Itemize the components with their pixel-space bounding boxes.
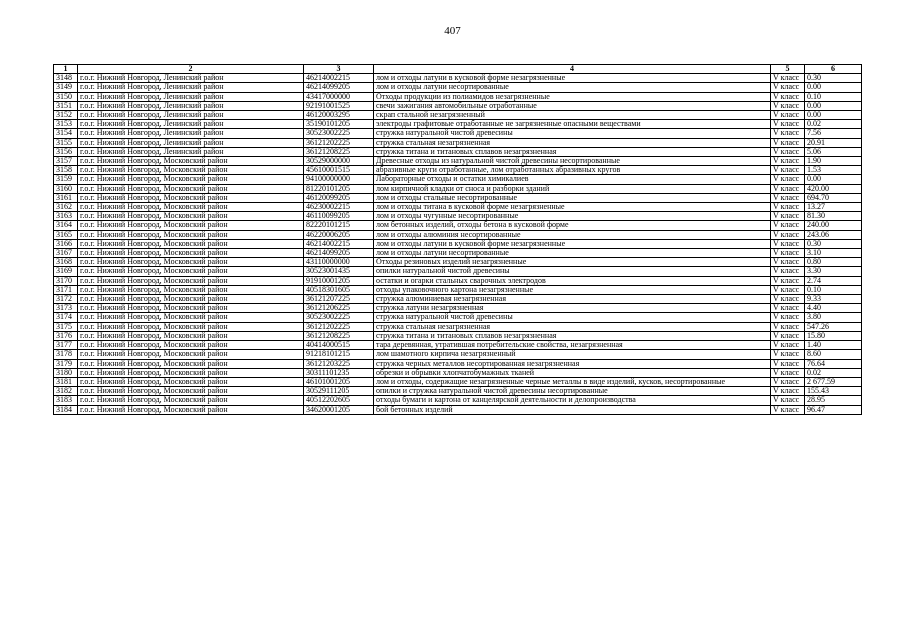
- cell-row-number: 3156: [54, 147, 78, 156]
- cell-municipality: г.о.г. Нижний Новгород, Ленинский район: [78, 92, 304, 101]
- cell-waste-code: 30523002225: [304, 129, 374, 138]
- cell-hazard-class: V класс: [771, 387, 805, 396]
- cell-amount: 96.47: [805, 405, 862, 414]
- cell-amount: 420.00: [805, 184, 862, 193]
- table-row: [54, 295, 862, 304]
- cell-waste-code: 30523001435: [304, 267, 374, 276]
- cell-row-number: 3177: [54, 341, 78, 350]
- cell-amount: 1.90: [805, 157, 862, 166]
- cell-amount: 0.00: [805, 101, 862, 110]
- cell-waste-code: 40414000515: [304, 341, 374, 350]
- col-header-6: 6: [805, 65, 862, 74]
- cell-amount: 2.74: [805, 276, 862, 285]
- page-number: 407: [444, 25, 461, 37]
- cell-row-number: 3181: [54, 377, 78, 386]
- cell-row-number: 3160: [54, 184, 78, 193]
- cell-hazard-class: V класс: [771, 239, 805, 248]
- cell-waste-code: 81220101205: [304, 184, 374, 193]
- cell-amount: 15.80: [805, 331, 862, 340]
- cell-waste-name: стружка черных металлов несортированная незагрязненная: [374, 359, 771, 368]
- cell-municipality: г.о.г. Нижний Новгород, Ленинский район: [78, 138, 304, 147]
- cell-municipality: г.о.г. Нижний Новгород, Ленинский район: [78, 120, 304, 129]
- table-body: [54, 74, 862, 415]
- cell-amount: 240.00: [805, 221, 862, 230]
- cell-row-number: 3151: [54, 101, 78, 110]
- cell-waste-name: Лабораторные отходы и остатки химикалиев: [374, 175, 771, 184]
- cell-row-number: 3155: [54, 138, 78, 147]
- cell-waste-name: опилки натуральной чистой древесины: [374, 267, 771, 276]
- cell-waste-name: лом бетонных изделий, отходы бетона в кусковой форме: [374, 221, 771, 230]
- cell-municipality: г.о.г. Нижний Новгород, Московский район: [78, 304, 304, 313]
- cell-waste-name: тара деревянная, утратившая потребительские свойства, незагрязненная: [374, 341, 771, 350]
- cell-waste-name: лом и отходы латуни в кусковой форме незагрязненные: [374, 239, 771, 248]
- table-row: [54, 92, 862, 101]
- table-row: [54, 129, 862, 138]
- table-header-row: [54, 65, 862, 74]
- cell-municipality: г.о.г. Нижний Новгород, Московский район: [78, 350, 304, 359]
- cell-amount: 2 677.59: [805, 377, 862, 386]
- table-row: [54, 193, 862, 202]
- cell-waste-name: остатки и огарки стальных сварочных электродов: [374, 276, 771, 285]
- cell-hazard-class: V класс: [771, 193, 805, 202]
- cell-hazard-class: V класс: [771, 184, 805, 193]
- cell-municipality: г.о.г. Нижний Новгород, Московский район: [78, 322, 304, 331]
- cell-waste-code: 34620001205: [304, 405, 374, 414]
- cell-municipality: г.о.г. Нижний Новгород, Московский район: [78, 368, 304, 377]
- cell-row-number: 3153: [54, 120, 78, 129]
- table-row: [54, 387, 862, 396]
- cell-waste-name: стружка алюминиевая незагрязненная: [374, 295, 771, 304]
- cell-municipality: г.о.г. Нижний Новгород, Ленинский район: [78, 147, 304, 156]
- table-row: [54, 74, 862, 83]
- cell-row-number: 3166: [54, 239, 78, 248]
- cell-row-number: 3159: [54, 175, 78, 184]
- cell-amount: 20.91: [805, 138, 862, 147]
- col-header-1: 1: [54, 65, 78, 74]
- table-row: [54, 111, 862, 120]
- cell-hazard-class: V класс: [771, 359, 805, 368]
- cell-hazard-class: V класс: [771, 285, 805, 294]
- cell-amount: 547.26: [805, 322, 862, 331]
- cell-waste-name: лом кирпичной кладки от сноса и разборки зданий: [374, 184, 771, 193]
- cell-amount: 76.64: [805, 359, 862, 368]
- cell-waste-code: 43110000000: [304, 258, 374, 267]
- col-header-4: 4: [374, 65, 771, 74]
- cell-waste-name: стружка латуни незагрязненная: [374, 304, 771, 313]
- col-header-3: 3: [304, 65, 374, 74]
- table-row: [54, 101, 862, 110]
- cell-hazard-class: V класс: [771, 313, 805, 322]
- cell-hazard-class: V класс: [771, 368, 805, 377]
- cell-waste-name: стружка стальная незагрязненная: [374, 322, 771, 331]
- waste-table: [53, 64, 862, 415]
- cell-waste-name: Отходы резиновых изделий незагрязненные: [374, 258, 771, 267]
- cell-waste-name: лом и отходы алюминия несортированные: [374, 230, 771, 239]
- cell-hazard-class: V класс: [771, 405, 805, 414]
- cell-amount: 8.60: [805, 350, 862, 359]
- cell-municipality: г.о.г. Нижний Новгород, Московский район: [78, 230, 304, 239]
- table-row: [54, 377, 862, 386]
- cell-amount: 0.00: [805, 83, 862, 92]
- table-row: [54, 249, 862, 258]
- cell-waste-name: стружка натуральной чистой древесины: [374, 129, 771, 138]
- cell-hazard-class: V класс: [771, 83, 805, 92]
- cell-amount: 243.06: [805, 230, 862, 239]
- cell-row-number: 3171: [54, 285, 78, 294]
- cell-waste-code: 91218101215: [304, 350, 374, 359]
- cell-row-number: 3164: [54, 221, 78, 230]
- cell-hazard-class: V класс: [771, 166, 805, 175]
- cell-waste-code: 91910001205: [304, 276, 374, 285]
- cell-amount: 1.40: [805, 341, 862, 350]
- cell-amount: 4.40: [805, 304, 862, 313]
- cell-municipality: г.о.г. Нижний Новгород, Московский район: [78, 387, 304, 396]
- table-row: [54, 212, 862, 221]
- cell-amount: 0.00: [805, 111, 862, 120]
- cell-amount: 3.10: [805, 249, 862, 258]
- cell-hazard-class: V класс: [771, 221, 805, 230]
- cell-amount: 0.30: [805, 239, 862, 248]
- cell-row-number: 3182: [54, 387, 78, 396]
- cell-waste-name: лом и отходы латуни несортированные: [374, 249, 771, 258]
- cell-row-number: 3149: [54, 83, 78, 92]
- cell-waste-name: опилки и стружка натуральной чистой древесины несортированные: [374, 387, 771, 396]
- table-row: [54, 276, 862, 285]
- cell-hazard-class: V класс: [771, 331, 805, 340]
- table-row: [54, 368, 862, 377]
- cell-municipality: г.о.г. Нижний Новгород, Московский район: [78, 239, 304, 248]
- cell-amount: 0.10: [805, 92, 862, 101]
- cell-waste-name: лом и отходы, содержащие незагрязненные черные металлы в виде изделий, кусков, несортированные: [374, 377, 771, 386]
- cell-waste-name: бой бетонных изделий: [374, 405, 771, 414]
- cell-waste-code: 36121208225: [304, 331, 374, 340]
- cell-waste-name: лом и отходы латуни несортированные: [374, 83, 771, 92]
- cell-row-number: 3174: [54, 313, 78, 322]
- cell-amount: 3.80: [805, 313, 862, 322]
- cell-municipality: г.о.г. Нижний Новгород, Московский район: [78, 212, 304, 221]
- cell-amount: 9.33: [805, 295, 862, 304]
- table-row: [54, 120, 862, 129]
- cell-municipality: г.о.г. Нижний Новгород, Московский район: [78, 331, 304, 340]
- cell-municipality: г.о.г. Нижний Новгород, Московский район: [78, 405, 304, 414]
- cell-row-number: 3180: [54, 368, 78, 377]
- table-row: [54, 350, 862, 359]
- cell-hazard-class: V класс: [771, 175, 805, 184]
- cell-hazard-class: V класс: [771, 212, 805, 221]
- cell-amount: 1.53: [805, 166, 862, 175]
- cell-hazard-class: V класс: [771, 295, 805, 304]
- cell-municipality: г.о.г. Нижний Новгород, Московский район: [78, 285, 304, 294]
- cell-hazard-class: V класс: [771, 203, 805, 212]
- cell-waste-code: 46214099205: [304, 249, 374, 258]
- cell-hazard-class: V класс: [771, 377, 805, 386]
- cell-waste-name: абразивные круги отработанные, лом отработанных абразивных кругов: [374, 166, 771, 175]
- table-row: [54, 239, 862, 248]
- cell-waste-name: стружка титана и титановых сплавов незагрязненная: [374, 147, 771, 156]
- cell-hazard-class: V класс: [771, 230, 805, 239]
- cell-municipality: г.о.г. Нижний Новгород, Московский район: [78, 258, 304, 267]
- table-row: [54, 359, 862, 368]
- col-header-5: 5: [771, 65, 805, 74]
- cell-hazard-class: V класс: [771, 258, 805, 267]
- cell-hazard-class: V класс: [771, 350, 805, 359]
- cell-waste-code: 46120003295: [304, 111, 374, 120]
- cell-waste-name: скрап стальной незагрязненный: [374, 111, 771, 120]
- cell-waste-code: 46214099205: [304, 83, 374, 92]
- cell-waste-code: 36121203225: [304, 359, 374, 368]
- cell-hazard-class: V класс: [771, 249, 805, 258]
- cell-row-number: 3183: [54, 396, 78, 405]
- cell-amount: 7.56: [805, 129, 862, 138]
- table-row: [54, 396, 862, 405]
- cell-waste-name: лом и отходы латуни в кусковой форме незагрязненные: [374, 74, 771, 83]
- cell-amount: 0.10: [805, 285, 862, 294]
- cell-waste-code: 30311101235: [304, 368, 374, 377]
- cell-waste-code: 35190101205: [304, 120, 374, 129]
- cell-row-number: 3162: [54, 203, 78, 212]
- cell-municipality: г.о.г. Нижний Новгород, Московский район: [78, 175, 304, 184]
- cell-municipality: г.о.г. Нижний Новгород, Московский район: [78, 377, 304, 386]
- cell-waste-code: 92191001525: [304, 101, 374, 110]
- cell-waste-code: 30523002225: [304, 313, 374, 322]
- cell-municipality: г.о.г. Нижний Новгород, Московский район: [78, 276, 304, 285]
- cell-municipality: г.о.г. Нижний Новгород, Московский район: [78, 313, 304, 322]
- cell-waste-name: стружка натуральной чистой древесины: [374, 313, 771, 322]
- cell-waste-code: 46120099205: [304, 193, 374, 202]
- cell-municipality: г.о.г. Нижний Новгород, Московский район: [78, 295, 304, 304]
- table-row: [54, 405, 862, 414]
- cell-hazard-class: V класс: [771, 157, 805, 166]
- cell-amount: 13.27: [805, 203, 862, 212]
- cell-waste-name: лом и отходы стальные несортированные: [374, 193, 771, 202]
- cell-row-number: 3168: [54, 258, 78, 267]
- table-row: [54, 147, 862, 156]
- table-row: [54, 267, 862, 276]
- cell-waste-code: 36121202225: [304, 138, 374, 147]
- cell-waste-code: 36121208225: [304, 147, 374, 156]
- cell-amount: 0.30: [805, 74, 862, 83]
- cell-waste-name: стружка титана и титановых сплавов незагрязненная: [374, 331, 771, 340]
- cell-waste-name: Древесные отходы из натуральной чистой древесины несортированные: [374, 157, 771, 166]
- cell-waste-name: лом шамотного кирпича незагрязненный: [374, 350, 771, 359]
- cell-municipality: г.о.г. Нижний Новгород, Московский район: [78, 359, 304, 368]
- cell-waste-name: электроды графитовые отработанные не загрязненные опасными веществами: [374, 120, 771, 129]
- cell-row-number: 3148: [54, 74, 78, 83]
- table-row: [54, 203, 862, 212]
- cell-amount: 155.43: [805, 387, 862, 396]
- table-row: [54, 322, 862, 331]
- cell-municipality: г.о.г. Нижний Новгород, Московский район: [78, 184, 304, 193]
- cell-amount: 5.06: [805, 147, 862, 156]
- cell-municipality: г.о.г. Нижний Новгород, Московский район: [78, 267, 304, 276]
- cell-waste-code: 94100000000: [304, 175, 374, 184]
- cell-amount: 3.30: [805, 267, 862, 276]
- cell-municipality: г.о.г. Нижний Новгород, Московский район: [78, 203, 304, 212]
- col-header-2: 2: [78, 65, 304, 74]
- table-row: [54, 230, 862, 239]
- cell-waste-code: 30529000000: [304, 157, 374, 166]
- cell-waste-code: 45610001515: [304, 166, 374, 175]
- cell-hazard-class: V класс: [771, 396, 805, 405]
- cell-row-number: 3179: [54, 359, 78, 368]
- cell-municipality: г.о.г. Нижний Новгород, Московский район: [78, 341, 304, 350]
- cell-municipality: г.о.г. Нижний Новгород, Московский район: [78, 157, 304, 166]
- cell-waste-name: свечи зажигания автомобильные отработанные: [374, 101, 771, 110]
- cell-municipality: г.о.г. Нижний Новгород, Московский район: [78, 166, 304, 175]
- cell-amount: 0.02: [805, 368, 862, 377]
- table-row: [54, 138, 862, 147]
- table-row: [54, 83, 862, 92]
- cell-waste-code: 46110099205: [304, 212, 374, 221]
- cell-waste-code: 30529111205: [304, 387, 374, 396]
- cell-waste-name: Отходы продукции из полиамидов незагрязненные: [374, 92, 771, 101]
- cell-hazard-class: V класс: [771, 111, 805, 120]
- table-row: [54, 331, 862, 340]
- cell-waste-code: 40518301605: [304, 285, 374, 294]
- table-row: [54, 166, 862, 175]
- cell-row-number: 3172: [54, 295, 78, 304]
- cell-waste-code: 46220006205: [304, 230, 374, 239]
- cell-municipality: г.о.г. Нижний Новгород, Московский район: [78, 221, 304, 230]
- cell-hazard-class: V класс: [771, 341, 805, 350]
- cell-waste-name: лом и отходы титана в кусковой форме незагрязненные: [374, 203, 771, 212]
- cell-row-number: 3170: [54, 276, 78, 285]
- table-row: [54, 157, 862, 166]
- cell-row-number: 3157: [54, 157, 78, 166]
- cell-waste-name: лом и отходы чугунные несортированные: [374, 212, 771, 221]
- cell-waste-code: 36121206225: [304, 304, 374, 313]
- cell-row-number: 3161: [54, 193, 78, 202]
- cell-hazard-class: V класс: [771, 74, 805, 83]
- table-row: [54, 184, 862, 193]
- cell-row-number: 3173: [54, 304, 78, 313]
- cell-hazard-class: V класс: [771, 147, 805, 156]
- cell-waste-code: 36121202225: [304, 322, 374, 331]
- cell-waste-code: 46101001205: [304, 377, 374, 386]
- cell-hazard-class: V класс: [771, 92, 805, 101]
- cell-row-number: 3169: [54, 267, 78, 276]
- cell-hazard-class: V класс: [771, 120, 805, 129]
- cell-amount: 0.02: [805, 120, 862, 129]
- cell-hazard-class: V класс: [771, 322, 805, 331]
- cell-row-number: 3165: [54, 230, 78, 239]
- table-row: [54, 258, 862, 267]
- cell-row-number: 3184: [54, 405, 78, 414]
- cell-row-number: 3154: [54, 129, 78, 138]
- cell-waste-name: стружка стальная незагрязненная: [374, 138, 771, 147]
- cell-amount: 694.70: [805, 193, 862, 202]
- cell-waste-name: обрезки и обрывки хлопчатобумажных тканей: [374, 368, 771, 377]
- cell-municipality: г.о.г. Нижний Новгород, Московский район: [78, 193, 304, 202]
- cell-municipality: г.о.г. Нижний Новгород, Ленинский район: [78, 74, 304, 83]
- cell-municipality: г.о.г. Нижний Новгород, Ленинский район: [78, 83, 304, 92]
- cell-hazard-class: V класс: [771, 138, 805, 147]
- cell-hazard-class: V класс: [771, 129, 805, 138]
- cell-waste-code: 43417000000: [304, 92, 374, 101]
- cell-municipality: г.о.г. Нижний Новгород, Ленинский район: [78, 101, 304, 110]
- cell-row-number: 3150: [54, 92, 78, 101]
- cell-row-number: 3163: [54, 212, 78, 221]
- table-row: [54, 285, 862, 294]
- cell-row-number: 3158: [54, 166, 78, 175]
- table-row: [54, 341, 862, 350]
- cell-waste-code: 36121207225: [304, 295, 374, 304]
- cell-amount: 28.95: [805, 396, 862, 405]
- cell-municipality: г.о.г. Нижний Новгород, Ленинский район: [78, 111, 304, 120]
- cell-row-number: 3152: [54, 111, 78, 120]
- cell-hazard-class: V класс: [771, 304, 805, 313]
- cell-municipality: г.о.г. Нижний Новгород, Московский район: [78, 396, 304, 405]
- cell-hazard-class: V класс: [771, 267, 805, 276]
- cell-waste-name: отходы упаковочного картона незагрязненные: [374, 285, 771, 294]
- table-row: [54, 221, 862, 230]
- cell-amount: 0.00: [805, 175, 862, 184]
- cell-row-number: 3175: [54, 322, 78, 331]
- cell-waste-code: 46230002215: [304, 203, 374, 212]
- cell-row-number: 3178: [54, 350, 78, 359]
- cell-waste-name: отходы бумаги и картона от канцелярской деятельности и делопроизводства: [374, 396, 771, 405]
- cell-municipality: г.о.г. Нижний Новгород, Московский район: [78, 249, 304, 258]
- cell-waste-code: 46214002215: [304, 239, 374, 248]
- cell-waste-code: 82220101215: [304, 221, 374, 230]
- cell-hazard-class: V класс: [771, 276, 805, 285]
- cell-amount: 81.30: [805, 212, 862, 221]
- cell-waste-code: 40512202605: [304, 396, 374, 405]
- cell-row-number: 3167: [54, 249, 78, 258]
- cell-waste-code: 46214002215: [304, 74, 374, 83]
- cell-row-number: 3176: [54, 331, 78, 340]
- cell-amount: 0.80: [805, 258, 862, 267]
- table-row: [54, 175, 862, 184]
- table-row: [54, 313, 862, 322]
- cell-municipality: г.о.г. Нижний Новгород, Ленинский район: [78, 129, 304, 138]
- cell-hazard-class: V класс: [771, 101, 805, 110]
- table-row: [54, 304, 862, 313]
